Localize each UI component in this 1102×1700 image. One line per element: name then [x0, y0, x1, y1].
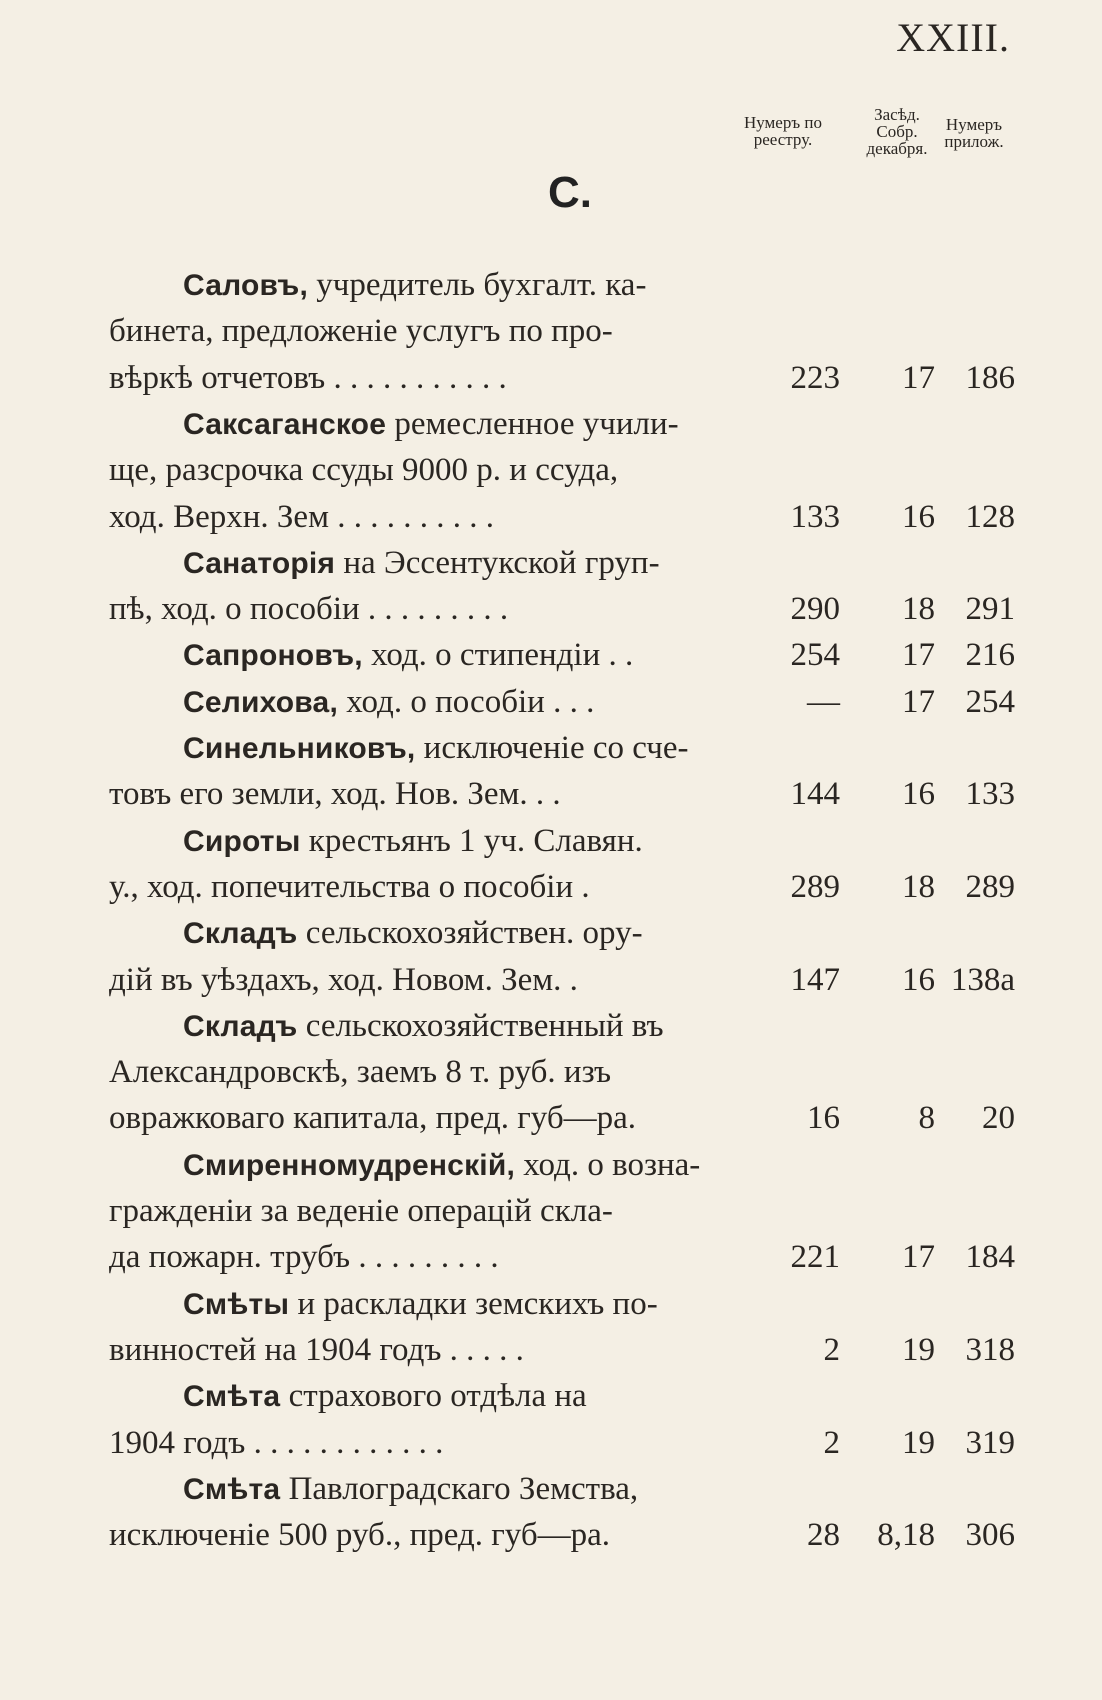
- section-letter: С.: [548, 168, 592, 217]
- meeting-date: 16: [902, 961, 935, 998]
- entry-line: [109, 1095, 709, 1141]
- meeting-date: 17: [902, 637, 935, 674]
- entry-text: ход. Верхн. Зем . . . . . . . . . .: [109, 498, 494, 535]
- appendix-number: 216: [965, 637, 1015, 674]
- entry-line: [109, 447, 709, 493]
- entry-line: [109, 1188, 709, 1234]
- appendix-number: 20: [982, 1100, 1015, 1137]
- entry-text: винностей на 1904 годъ . . . . .: [109, 1331, 524, 1368]
- registry-number: 133: [790, 498, 840, 535]
- entry-text: товъ его земли, ход. Нов. Зем. . .: [109, 776, 561, 813]
- column-header-registry: [728, 114, 838, 148]
- registry-number: 221: [790, 1239, 840, 1276]
- entry-heading-word: Смѣта: [183, 1472, 281, 1506]
- page-number: XXIII.: [896, 15, 1010, 60]
- entry-text: ход. о пособіи . . .: [337, 683, 595, 720]
- entry-line: [109, 1327, 709, 1373]
- entry-text: Павлоградскаго Земства,: [280, 1470, 639, 1507]
- entry-line: [109, 1142, 709, 1188]
- appendix-number: 128: [965, 498, 1015, 535]
- column-header-registry-line: Нумеръ по: [744, 113, 822, 132]
- entry-line: [109, 262, 709, 308]
- entry-text: ще, разсрочка ссуды 9000 р. и ссуда,: [109, 452, 619, 489]
- entry-text: на Эссентукской груп-: [335, 544, 660, 581]
- meeting-date: 16: [902, 498, 935, 535]
- entry-line: [109, 355, 709, 401]
- entry-line: [109, 1003, 709, 1049]
- entry-text: овражковаго капитала, пред. губ—ра.: [109, 1100, 637, 1137]
- column-header-meeting-line: Засѣд.: [874, 105, 920, 124]
- appendix-number: 318: [965, 1331, 1015, 1368]
- entry-line: [109, 679, 709, 725]
- entry-heading-word: Смѣта: [183, 1380, 281, 1414]
- registry-number: 144: [790, 776, 840, 813]
- entry-text: исключеніе со сче-: [415, 730, 689, 766]
- meeting-date: 8: [918, 1100, 935, 1137]
- entry-text: вѣркѣ отчетовъ . . . . . . . . . . .: [109, 359, 507, 396]
- entry-text: у., ход. попечительства о пособіи .: [109, 868, 590, 905]
- appendix-number: 319: [965, 1424, 1015, 1461]
- entry-line: [109, 1281, 709, 1327]
- entry-heading-word: Складъ: [183, 1009, 298, 1043]
- appendix-number: 289: [965, 868, 1015, 905]
- entry-text: дій въ уѣздахъ, ход. Новом. Зем. .: [109, 961, 578, 998]
- entry-heading-word: Саксаганское: [183, 407, 387, 441]
- entry-heading-word: Саловъ,: [183, 269, 309, 302]
- meeting-date: 16: [902, 776, 935, 813]
- registry-number: —: [807, 683, 840, 720]
- entry-text: учредитель бухгалт. ка-: [308, 267, 647, 303]
- entry-text: ход. о стипендіи . .: [362, 637, 634, 674]
- column-header-meeting-line: декабря.: [866, 139, 928, 158]
- entry-text: и раскладки земскихъ по-: [289, 1285, 658, 1322]
- registry-number: 289: [790, 868, 840, 905]
- entry-line: [109, 1373, 709, 1419]
- entry-line: [109, 864, 709, 910]
- registry-number: 2: [823, 1424, 840, 1461]
- entry-text: крестьянъ 1 уч. Славян.: [300, 822, 643, 859]
- entry-text: ход. о возна-: [515, 1146, 701, 1183]
- registry-number: 290: [790, 591, 840, 628]
- appendix-number: 291: [965, 591, 1015, 628]
- entry-line: [109, 771, 709, 817]
- entry-line: [109, 957, 709, 1003]
- registry-number: 223: [790, 359, 840, 396]
- entry-heading-word: Синельниковъ,: [183, 732, 416, 765]
- registry-number: 254: [790, 637, 840, 674]
- entry-heading-word: Смѣты: [183, 1287, 290, 1321]
- appendix-number: 306: [965, 1517, 1015, 1554]
- appendix-number: 184: [965, 1239, 1015, 1276]
- entry-text: сельскохозяйствен. ору-: [297, 915, 643, 952]
- meeting-date: 18: [902, 868, 935, 905]
- registry-number: 2: [823, 1331, 840, 1368]
- meeting-date: 19: [902, 1424, 935, 1461]
- entry-text: страхового отдѣла на: [280, 1378, 587, 1415]
- meeting-date: 17: [902, 683, 935, 720]
- meeting-date: 17: [902, 359, 935, 396]
- meeting-date: 17: [902, 1239, 935, 1276]
- entry-text: сельскохозяйственный въ: [297, 1007, 664, 1044]
- column-header-appendix-line: Нумеръ: [945, 115, 1003, 134]
- entry-line: [109, 1420, 709, 1466]
- entry-line: [109, 1234, 709, 1280]
- column-header-appendix: [934, 116, 1014, 150]
- meeting-date: 8,18: [877, 1517, 935, 1554]
- entry-line: [109, 540, 709, 586]
- entry-line: [109, 1512, 709, 1558]
- entry-heading-word: Сапроновъ,: [183, 639, 363, 673]
- appendix-number: 186: [965, 359, 1015, 396]
- registry-number: 16: [807, 1100, 840, 1137]
- entry-text: да пожарн. трубъ . . . . . . . . .: [109, 1239, 499, 1276]
- entry-text: пѣ, ход. о пособіи . . . . . . . . .: [109, 591, 509, 628]
- registry-number: 28: [807, 1517, 840, 1554]
- entry-line: [109, 401, 709, 447]
- entry-text: Александровскѣ, заемъ 8 т. руб. изъ: [109, 1054, 612, 1091]
- registry-number: 147: [790, 961, 840, 998]
- entry-heading-word: Санаторія: [183, 546, 336, 580]
- appendix-number: 138a: [950, 961, 1015, 998]
- entry-line: [109, 818, 709, 864]
- entry-heading-word: Складъ: [183, 917, 298, 951]
- entry-heading-word: Смиренномудренскій,: [183, 1148, 515, 1182]
- entry-text: бинета, предложеніе услугъ по про-: [109, 313, 613, 350]
- entry-line: [109, 910, 709, 956]
- entry-line: [109, 494, 709, 540]
- entry-text: гражденіи за веденіе операцій скла-: [109, 1193, 613, 1229]
- entry-line: [109, 1049, 709, 1095]
- meeting-date: 19: [902, 1331, 935, 1368]
- column-header-appendix-line: прилож.: [944, 132, 1004, 151]
- appendix-number: 254: [965, 683, 1015, 720]
- entry-line: [109, 586, 709, 632]
- entry-line: [109, 632, 709, 678]
- column-header-meeting-line: Собр.: [876, 122, 918, 141]
- column-header-meeting: [860, 106, 934, 157]
- entry-line: [109, 1466, 709, 1512]
- entry-text: 1904 годъ . . . . . . . . . . . .: [109, 1424, 444, 1461]
- column-header-registry-line: реестру.: [753, 130, 813, 149]
- entry-line: [109, 308, 709, 354]
- entry-text: ремесленное учили-: [386, 405, 679, 442]
- entry-text: исключеніе 500 руб., пред. губ—ра.: [109, 1517, 611, 1554]
- entry-heading-word: Сироты: [183, 824, 301, 858]
- appendix-number: 133: [965, 776, 1015, 813]
- meeting-date: 18: [902, 591, 935, 628]
- entry-line: [109, 725, 709, 771]
- entry-heading-word: Селихова,: [183, 685, 338, 719]
